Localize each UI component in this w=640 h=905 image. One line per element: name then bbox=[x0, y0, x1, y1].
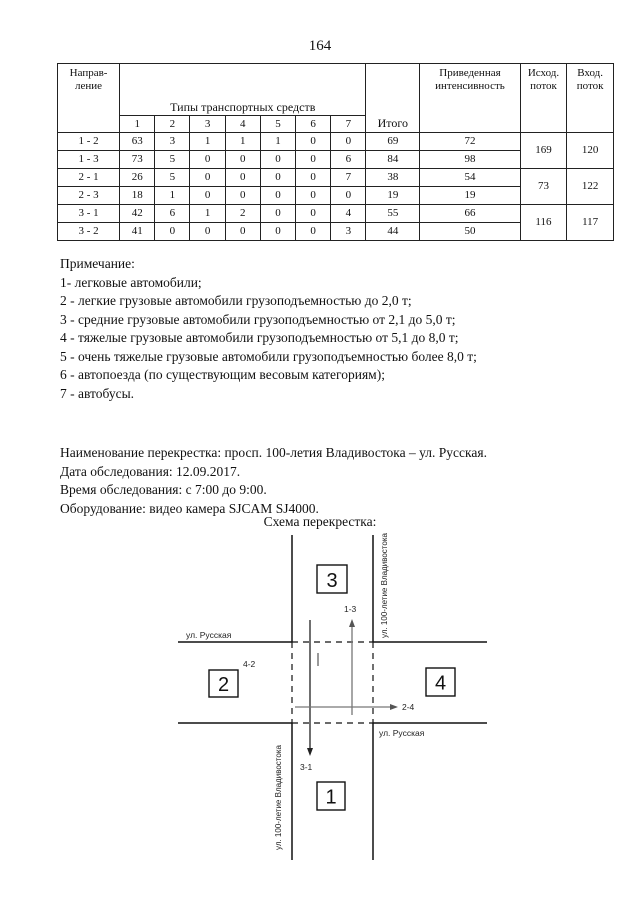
cell-type-count: 1 bbox=[155, 187, 190, 205]
type-number: 2 bbox=[155, 116, 190, 133]
cell-type-count: 1 bbox=[190, 133, 225, 151]
page-number: 164 bbox=[308, 38, 332, 54]
cell-type-count: 4 bbox=[331, 205, 366, 223]
cell-total: 84 bbox=[366, 151, 420, 169]
cell-type-count: 0 bbox=[296, 223, 331, 241]
header-vehicle-types: Типы транспортных средств bbox=[120, 64, 366, 116]
zone-label-1: 1 bbox=[325, 786, 337, 809]
intersection-scheme bbox=[0, 530, 640, 875]
header-total: Итого bbox=[366, 64, 420, 133]
cell-type-count: 0 bbox=[331, 187, 366, 205]
notes-section bbox=[60, 255, 477, 403]
cell-type-count: 0 bbox=[296, 187, 331, 205]
cell-type-count: 0 bbox=[260, 223, 295, 241]
table-row bbox=[58, 169, 614, 187]
cell-reduced: 50 bbox=[420, 223, 520, 241]
scheme-title: Схема перекрестка: bbox=[263, 514, 377, 529]
table-row bbox=[58, 205, 614, 223]
header-outgoing-flow: Исход. поток bbox=[520, 64, 567, 133]
cell-reduced: 54 bbox=[420, 169, 520, 187]
cell-direction: 1 - 2 bbox=[58, 133, 120, 151]
cell-total: 44 bbox=[366, 223, 420, 241]
cell-type-count: 0 bbox=[155, 223, 190, 241]
cell-reduced: 72 bbox=[420, 133, 520, 151]
street-label-prospect-top: ул. 100-летие Владивостока bbox=[380, 533, 389, 638]
cell-type-count: 5 bbox=[155, 169, 190, 187]
cell-direction: 1 - 3 bbox=[58, 151, 120, 169]
zone-label-4: 4 bbox=[434, 672, 447, 695]
cell-type-count: 5 bbox=[155, 151, 190, 169]
cell-type-count: 0 bbox=[190, 169, 225, 187]
type-number: 7 bbox=[331, 116, 366, 133]
street-label-prospect-bottom: ул. 100-летие Владивостока bbox=[274, 745, 283, 850]
cell-type-count: 0 bbox=[225, 169, 260, 187]
intersection-name: Наименование перекрестка: просп. 100-летия Владивостока – ул. Русская. bbox=[60, 445, 487, 460]
notes-title: Примечание: bbox=[60, 256, 135, 271]
cell-type-count: 0 bbox=[225, 223, 260, 241]
cell-type-count: 0 bbox=[331, 133, 366, 151]
note-item: 5 - очень тяжелые грузовые автомобили грузоподъемностью более 8,0 т; bbox=[60, 348, 477, 364]
survey-time: Время обследования: с 7:00 до 9:00. bbox=[60, 482, 267, 497]
cell-type-count: 0 bbox=[296, 151, 331, 169]
cell-type-count: 0 bbox=[225, 151, 260, 169]
cell-outgoing: 169 bbox=[520, 133, 567, 169]
cell-type-count: 1 bbox=[190, 205, 225, 223]
survey-equipment: Оборудование: видео камера SJCAM SJ4000. bbox=[60, 500, 319, 516]
type-number: 3 bbox=[190, 116, 225, 133]
cell-total: 55 bbox=[366, 205, 420, 223]
cell-direction: 3 - 2 bbox=[58, 223, 120, 241]
cell-outgoing: 73 bbox=[520, 169, 567, 205]
cell-type-count: 0 bbox=[190, 187, 225, 205]
cell-incoming: 117 bbox=[567, 205, 614, 241]
cell-direction: 2 - 1 bbox=[58, 169, 120, 187]
cell-type-count: 0 bbox=[260, 169, 295, 187]
flow-label-1-3: 1-3 bbox=[344, 604, 357, 614]
cell-total: 69 bbox=[366, 133, 420, 151]
zone-box-1 bbox=[317, 782, 345, 810]
cell-type-count: 0 bbox=[190, 151, 225, 169]
cell-type-count: 1 bbox=[260, 133, 295, 151]
cell-reduced: 98 bbox=[420, 151, 520, 169]
zone-label-3: 3 bbox=[326, 570, 338, 592]
cell-outgoing: 116 bbox=[520, 205, 567, 241]
flow-label-2-4: 2-4 bbox=[402, 702, 415, 712]
zone-label-2: 2 bbox=[217, 674, 230, 696]
type-number: 4 bbox=[225, 116, 260, 133]
cell-type-count: 0 bbox=[260, 187, 295, 205]
table-row bbox=[58, 133, 614, 151]
cell-type-count: 7 bbox=[331, 169, 366, 187]
cell-type-count: 0 bbox=[225, 187, 260, 205]
cell-type-count: 42 bbox=[120, 205, 155, 223]
zone-box-2 bbox=[209, 670, 238, 697]
header-reduced-intensity: Приведенная интенсивность bbox=[420, 64, 520, 133]
cell-reduced: 66 bbox=[420, 205, 520, 223]
type-number: 5 bbox=[260, 116, 295, 133]
note-item: 2 - легкие грузовые автомобили грузоподъемностью до 2,0 т; bbox=[60, 293, 412, 308]
traffic-table bbox=[57, 63, 614, 241]
cell-type-count: 6 bbox=[331, 151, 366, 169]
cell-type-count: 41 bbox=[120, 223, 155, 241]
cell-type-count: 1 bbox=[225, 133, 260, 151]
cell-type-count: 0 bbox=[190, 223, 225, 241]
header-incoming-flow: Вход. поток bbox=[567, 64, 614, 133]
cell-type-count: 18 bbox=[120, 187, 155, 205]
header-direction: Направ- ление bbox=[58, 64, 120, 133]
cell-type-count: 0 bbox=[296, 169, 331, 187]
zone-box-4 bbox=[426, 668, 455, 696]
cell-total: 19 bbox=[366, 187, 420, 205]
note-item: 3 - средние грузовые автомобили грузоподъемностью от 2,1 до 5,0 т; bbox=[60, 311, 456, 327]
cell-type-count: 6 bbox=[155, 205, 190, 223]
cell-type-count: 2 bbox=[225, 205, 260, 223]
survey-date: Дата обследования: 12.09.2017. bbox=[60, 463, 241, 479]
flow-label-3-1: 3-1 bbox=[300, 762, 313, 772]
cell-direction: 2 - 3 bbox=[58, 187, 120, 205]
cell-type-count: 63 bbox=[120, 133, 155, 151]
street-label-russkaya-top: ул. Русская bbox=[186, 630, 232, 640]
street-label-russkaya-bottom: ул. Русская bbox=[379, 728, 425, 738]
cell-incoming: 122 bbox=[567, 169, 614, 205]
cell-type-count: 0 bbox=[296, 133, 331, 151]
cell-incoming: 120 bbox=[567, 133, 614, 169]
cell-type-count: 3 bbox=[331, 223, 366, 241]
note-item: 6 - автопоезда (по существующим весовым категориям); bbox=[60, 367, 385, 382]
cell-direction: 3 - 1 bbox=[58, 205, 120, 223]
type-number: 6 bbox=[296, 116, 331, 133]
cell-type-count: 0 bbox=[260, 151, 295, 169]
survey-info bbox=[60, 444, 487, 518]
cell-type-count: 73 bbox=[120, 151, 155, 169]
cell-total: 38 bbox=[366, 169, 420, 187]
type-number: 1 bbox=[120, 116, 155, 133]
note-item: 7 - автобусы. bbox=[60, 385, 135, 401]
cell-type-count: 0 bbox=[296, 205, 331, 223]
cell-type-count: 3 bbox=[155, 133, 190, 151]
cell-type-count: 0 bbox=[260, 205, 295, 223]
flow-label-4-2: 4-2 bbox=[243, 659, 256, 669]
note-item: 4 - тяжелые грузовые автомобили грузоподъемностью от 5,1 до 8,0 т; bbox=[60, 330, 459, 345]
cell-type-count: 26 bbox=[120, 169, 155, 187]
note-item: 1- легковые автомобили; bbox=[60, 274, 202, 290]
cell-reduced: 19 bbox=[420, 187, 520, 205]
zone-box-3 bbox=[317, 565, 347, 593]
